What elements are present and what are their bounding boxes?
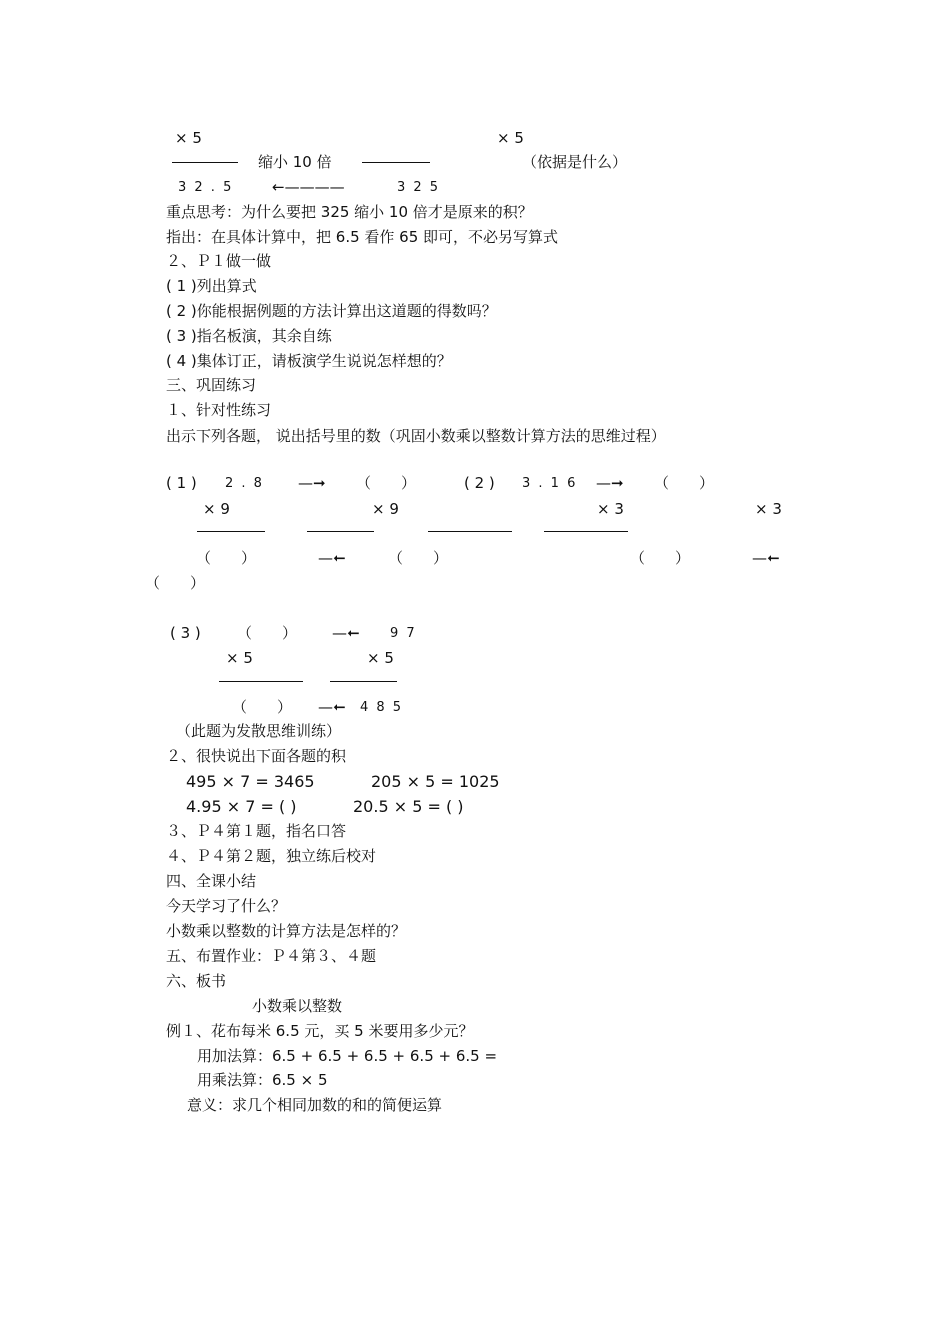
- ex3-back-arrow-b: ➞—: [318, 698, 346, 716]
- summary-q2: 小数乘以整数的计算方法是怎样的？: [166, 922, 407, 940]
- ex3-times-a: × 5: [226, 649, 253, 667]
- ex1-blank: （ ）: [356, 474, 417, 492]
- quick-products: ２、很快说出下面各题的积: [166, 747, 347, 765]
- ex3-value-97: 9 7: [390, 626, 417, 641]
- addition-method: 用加法算：6.5 + 6.5 + 6.5 + 6.5 + 6.5 =: [197, 1047, 498, 1065]
- ex3-back-arrow: ➞—: [332, 624, 360, 642]
- ex1-value: 2 . 8: [225, 476, 264, 491]
- point-out: 指出：在具体计算中，把 6.5 看作 65 即可，不必另写算式: [166, 228, 559, 246]
- product-1: 495 × 7 = 3465: [186, 772, 315, 791]
- ex3-note: （此题为发散思维训练）: [176, 722, 342, 740]
- top-times-right: × 5: [497, 129, 524, 147]
- ex3-rule-b: [330, 681, 397, 682]
- ex3-number: ( 3 ): [170, 624, 201, 642]
- multiplication-method: 用乘法算：6.5 × 5: [197, 1071, 328, 1089]
- ex2-value: 3 . 1 6: [522, 476, 578, 491]
- step-1: ( 1 )列出算式: [166, 277, 257, 295]
- ex1-back-arrow: ➞—: [318, 549, 346, 567]
- product-3: 4.95 × 7 = ( ): [186, 797, 297, 816]
- ex1-result-blank-b: （ ）: [388, 549, 449, 567]
- ex2-result-blank-b: （ ）: [145, 574, 206, 592]
- summary-q1: 今天学习了什么？: [166, 897, 287, 915]
- product-2: 205 × 5 = 1025: [371, 772, 500, 791]
- ex2-result-blank: （ ）: [630, 549, 691, 567]
- example-1: 例１、花布每米 6.5 元，买 5 米要用多少元？: [166, 1022, 474, 1040]
- top-value-left: 3 2 . 5: [178, 180, 234, 195]
- ex1-times-b: × 9: [372, 500, 399, 518]
- ex3-value-485: 4 8 5: [360, 700, 404, 715]
- top-basis-note: （依据是什么）: [522, 153, 628, 171]
- ex2-times-b: × 3: [755, 500, 782, 518]
- ex2-rule-b: [544, 531, 628, 532]
- step-4: ( 4 )集体订正，请板演学生说说怎样想的？: [166, 352, 452, 370]
- section-p1: ２、Ｐ１做一做: [166, 252, 272, 270]
- step-3: ( 3 )指名板演，其余自练: [166, 327, 332, 345]
- heading-consolidate: 三、巩固练习: [166, 376, 257, 394]
- ex2-rule-a: [428, 531, 512, 532]
- ex1-number: ( 1 ): [166, 474, 197, 492]
- key-thinking: 重点思考：为什么要把 325 缩小 10 倍才是原来的积？: [166, 203, 533, 221]
- top-rule-left: [172, 162, 238, 163]
- targeted-practice: １、针对性练习: [166, 401, 272, 419]
- product-4: 20.5 × 5 = ( ): [353, 797, 464, 816]
- heading-board: 六、板书: [166, 972, 227, 990]
- ex2-number: ( 2 ): [464, 474, 495, 492]
- meaning-line: 意义：求几个相同加数的和的简便运算: [187, 1096, 443, 1114]
- ex2-back-arrow: ➞—: [752, 549, 780, 567]
- ex2-blank: （ ）: [654, 474, 715, 492]
- top-rule-right: [362, 162, 430, 163]
- top-value-right: 3 2 5: [397, 180, 441, 195]
- task-p4-1: ３、Ｐ４第１题，指名口答: [166, 822, 347, 840]
- top-shrink-label: 缩小 10 倍: [258, 153, 332, 171]
- heading-summary: 四、全课小结: [166, 872, 257, 890]
- ex3-times-b: × 5: [367, 649, 394, 667]
- ex3-result-blank: （ ）: [232, 698, 293, 716]
- ex3-blank: （ ）: [237, 624, 298, 642]
- ex1-result-blank: （ ）: [196, 549, 257, 567]
- top-times-left: × 5: [175, 129, 202, 147]
- ex1-arrow: —➞: [298, 474, 326, 492]
- ex3-rule-a: [219, 681, 303, 682]
- ex1-times-a: × 9: [203, 500, 230, 518]
- heading-homework: 五、布置作业：Ｐ４第３、４题: [166, 947, 377, 965]
- ex2-arrow: —➞: [596, 474, 624, 492]
- instruction-line: 出示下列各题， 说出括号里的数（巩固小数乘以整数计算方法的思维过程）: [166, 427, 666, 445]
- ex2-times-a: × 3: [597, 500, 624, 518]
- board-title: 小数乘以整数: [252, 997, 343, 1015]
- task-p4-2: ４、Ｐ４第２题，独立练后校对: [166, 847, 377, 865]
- ex1-rule-a: [197, 531, 265, 532]
- step-2: ( 2 )你能根据例题的方法计算出这道题的得数吗？: [166, 302, 497, 320]
- top-arrow-left: ←————: [272, 178, 345, 196]
- ex1-rule-b: [307, 531, 374, 532]
